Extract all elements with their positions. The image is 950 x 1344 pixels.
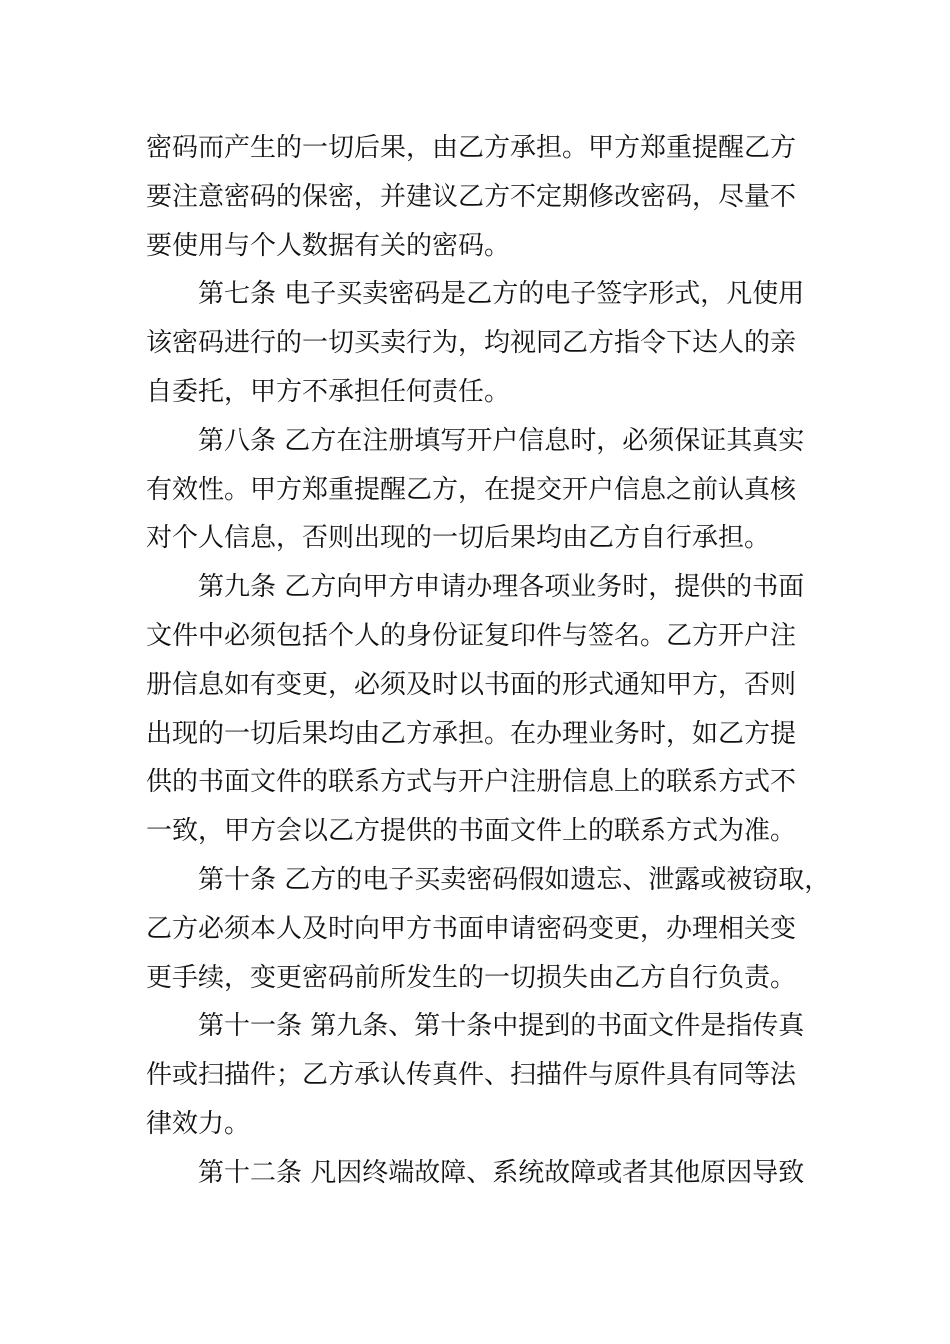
text-line: 第九条 乙方向甲方申请办理各项业务时，提供的书面 (198, 572, 805, 603)
paragraph (146, 1149, 811, 1198)
text-line: 出现的一切后果均由乙方承担。在办理业务时，如乙方提 (146, 718, 797, 749)
text-line: 要使用与个人数据有关的密码。 (146, 230, 511, 261)
text-line: 第十条 乙方的电子买卖密码假如遗忘、泄露或被窃取， (198, 864, 831, 895)
paragraph (146, 417, 811, 563)
paragraph (146, 563, 811, 856)
text-line: 供的书面文件的联系方式与开户注册信息上的联系方式不 (146, 767, 797, 798)
text-line: 律效力。 (146, 1108, 251, 1139)
text-line: 册信息如有变更，必须及时以书面的形式通知甲方，否则 (146, 669, 797, 700)
text-line: 密码而产生的一切后果，由乙方承担。甲方郑重提醒乙方 (146, 133, 797, 163)
text-line: 该密码进行的一切买卖行为，均视同乙方指令下达人的亲 (146, 328, 797, 359)
text-line: 第八条 乙方在注册填写开户信息时，必须保证其真实 (198, 425, 805, 456)
paragraph (146, 1002, 811, 1148)
paragraph (146, 270, 811, 416)
text-line: 要注意密码的保密，并建议乙方不定期修改密码，尽量不 (146, 181, 797, 212)
text-line: 第十二条 凡因终端故障、系统故障或者其他原因导致 (198, 1157, 805, 1188)
text-line: 自委托，甲方不承担任何责任。 (146, 376, 511, 407)
text-line: 对个人信息，否则出现的一切后果均由乙方自行承担。 (146, 523, 771, 554)
document-body (146, 124, 831, 1198)
text-line: 第七条 电子买卖密码是乙方的电子签字形式，凡使用 (198, 279, 805, 310)
text-line: 乙方必须本人及时向甲方书面申请密码变更，办理相关变 (146, 913, 797, 944)
paragraph (146, 124, 811, 270)
text-line: 第十一条 第九条、第十条中提到的书面文件是指传真 (198, 1011, 805, 1042)
paragraph (146, 856, 831, 1002)
text-line: 文件中必须包括个人的身份证复印件与签名。乙方开户注 (146, 620, 797, 651)
text-line: 一致，甲方会以乙方提供的书面文件上的联系方式为准。 (146, 816, 797, 847)
text-line: 有效性。甲方郑重提醒乙方，在提交开户信息之前认真核 (146, 474, 797, 505)
text-line: 更手续，变更密码前所发生的一切损失由乙方自行负责。 (146, 962, 797, 993)
text-line: 件或扫描件；乙方承认传真件、扫描件与原件具有同等法 (146, 1060, 797, 1091)
